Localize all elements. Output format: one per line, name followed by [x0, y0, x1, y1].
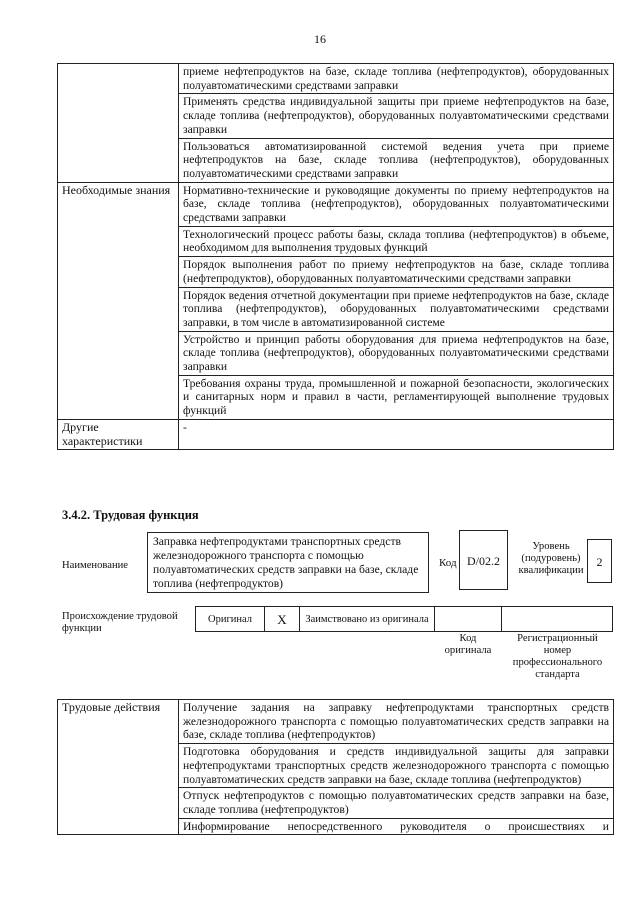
code-caption: Код оригинала [444, 633, 492, 656]
origin-reg-cell [502, 607, 613, 632]
function-code-box: D/02.2 [459, 530, 508, 590]
origin-code-cell [435, 607, 502, 632]
borrowed-label: Заимствовано из оригинала [300, 607, 435, 632]
reg-number-caption: Регистрационный номер профессионального стандарта [512, 633, 603, 680]
origin-table [195, 606, 613, 632]
table-cell: Получение задания на заправку нефтепродуктами транспортных средств железнодорожного транспорта с помощью полуавтоматических средств заправки на базе, складе топлива (нефтепродуктов) [179, 700, 614, 744]
skills-knowledge-table [57, 63, 614, 450]
table-cell: Информирование непосредственного руководителя о происшествиях и [179, 818, 614, 835]
original-label: Оригинал [196, 607, 265, 632]
table-cell: Пользоваться автоматизированной системой ведения учета при приеме нефтепродуктов на базе, складе топлива (нефтепродуктов), оборудованных полуавтоматическими средствами заправки [179, 138, 614, 182]
level-value-box: 2 [587, 539, 612, 583]
page-number: 16 [314, 32, 326, 46]
table-row [58, 419, 614, 449]
table-cell: Порядок ведения отчетной документации при приеме нефтепродуктов на базе, складе топлива (нефтепродуктов), оборудованных полуавтоматическими средствами заправки, в том числе в автоматизированной системе [179, 287, 614, 331]
row-label-knowledge: Необходимые знания [58, 182, 179, 419]
table-cell: Устройство и принцип работы оборудования для приема нефтепродуктов на базе, складе топлива (нефтепродуктов), оборудованных полуавтоматическими средствами заправки [179, 331, 614, 375]
level-label: Уровень (подуровень) квалификации [518, 541, 584, 576]
table-row [58, 64, 614, 94]
original-mark: X [265, 607, 300, 632]
function-name-box: Заправка нефтепродуктами транспортных средств железнодорожного транспорта с помощью полуавтоматических средств заправки на базе, складе топлива (нефтепродуктов) [147, 532, 429, 593]
labor-actions-table [57, 699, 614, 835]
table-row [58, 182, 614, 226]
table-cell: Требования охраны труда, промышленной и пожарной безопасности, экологических и санитарных норм и правил в части, регламентирующей выполнение трудовых функций [179, 375, 614, 419]
section-title: 3.4.2. Трудовая функция [62, 508, 199, 522]
table-cell: Порядок выполнения работ по приему нефтепродуктов на базе, складе топлива (нефтепродуктов), оборудованных полуавтоматическими средствами заправки [179, 257, 614, 287]
table-cell: приеме нефтепродуктов на базе, складе топлива (нефтепродуктов), оборудованных полуавтоматическими средствами заправки [179, 64, 614, 94]
row-label [58, 64, 179, 183]
table-cell: Подготовка оборудования и средств индивидуальной защиты для заправки нефтепродуктами транспортных средств железнодорожного транспорта с помощью полуавтоматических средств заправки на базе, складе топлива (нефтепродуктов) [179, 744, 614, 788]
row-label-actions: Трудовые действия [58, 700, 179, 835]
origin-label: Происхождение трудовой функции [62, 611, 178, 634]
table-cell: Нормативно-технические и руководящие документы по приему нефтепродуктов на базе, складе топлива (нефтепродуктов), оборудованных полуавтоматическими средствами заправки [179, 182, 614, 226]
name-label: Наименование [62, 560, 128, 571]
table-cell: Применять средства индивидуальной защиты при приеме нефтепродуктов на базе, складе топлива (нефтепродуктов), оборудованных полуавтоматическими средствами заправки [179, 94, 614, 138]
code-label: Код [439, 557, 457, 569]
table-row [58, 700, 614, 744]
table-cell: Отпуск нефтепродуктов с помощью полуавтоматических средств заправки на базе, складе топлива (нефтепродуктов) [179, 788, 614, 818]
row-label-other: Другие характеристики [58, 419, 179, 449]
table-cell: Технологический процесс работы базы, склада топлива (нефтепродуктов) в объеме, необходимом для выполнения трудовых функций [179, 226, 614, 256]
table-row [196, 607, 613, 632]
table-cell: - [179, 419, 614, 449]
